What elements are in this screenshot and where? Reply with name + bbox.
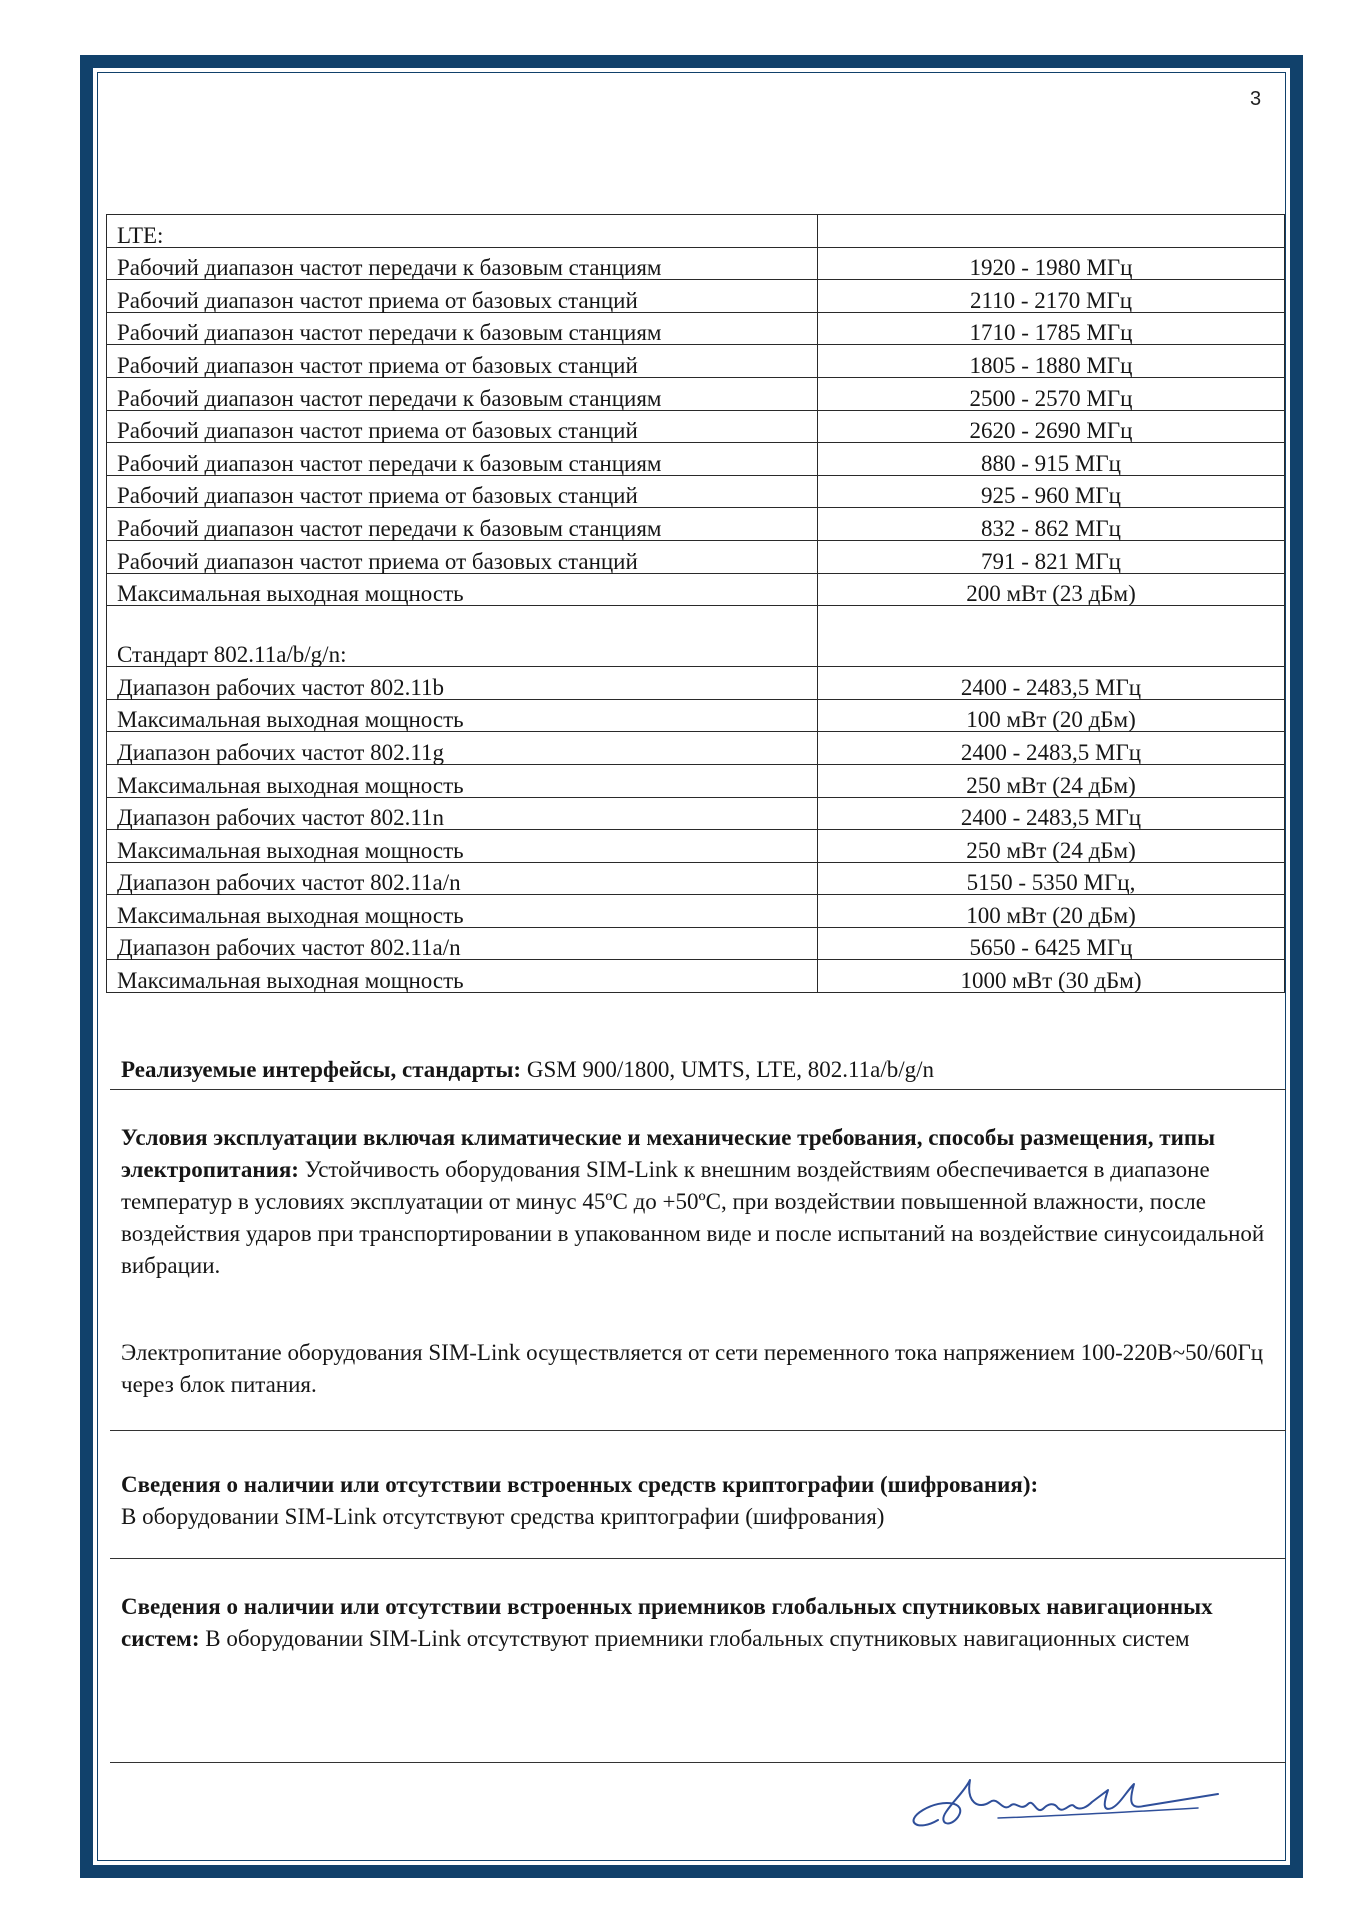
parameter-cell: Рабочий диапазон частот передачи к базовым станциям <box>107 443 818 476</box>
value-cell: 1000 мВт (30 дБм) <box>818 960 1285 993</box>
parameter-cell: Максимальная выходная мощность <box>107 895 818 928</box>
table-row <box>107 215 1285 248</box>
table-row <box>107 606 1285 667</box>
parameter-cell: Рабочий диапазон частот передачи к базовым станциям <box>107 508 818 541</box>
table-row <box>107 312 1285 345</box>
parameter-cell: Диапазон рабочих частот 802.11a/n <box>107 862 818 895</box>
handwritten-signature <box>898 1772 1228 1842</box>
parameter-cell: Диапазон рабочих частот 802.11g <box>107 732 818 765</box>
parameter-cell: Диапазон рабочих частот 802.11b <box>107 667 818 700</box>
value-cell: 100 мВт (20 дБм) <box>818 895 1285 928</box>
table-row <box>107 443 1285 476</box>
value-cell: 2400 - 2483,5 МГц <box>818 797 1285 830</box>
table-row <box>107 862 1285 895</box>
table-row <box>107 280 1285 313</box>
value-cell: 1920 - 1980 МГц <box>818 247 1285 280</box>
value-cell: 2400 - 2483,5 МГц <box>818 732 1285 765</box>
parameter-cell: Рабочий диапазон частот передачи к базовым станциям <box>107 377 818 410</box>
value-cell: 2110 - 2170 МГц <box>818 280 1285 313</box>
table-row <box>107 960 1285 993</box>
crypto-section <box>121 1469 1271 1533</box>
value-cell: 100 мВт (20 дБм) <box>818 699 1285 732</box>
value-cell: 925 - 960 МГц <box>818 475 1285 508</box>
parameter-cell: Рабочий диапазон частот приема от базовых станций <box>107 540 818 573</box>
parameter-cell: Максимальная выходная мощность <box>107 960 818 993</box>
value-cell: 880 - 915 МГц <box>818 443 1285 476</box>
conditions-text: Устойчивость оборудования SIM-Link к внешним воздействиям обеспечивается в диапазоне температур в условиях эксплуатации от минус 45ºС до +50ºС, при воздействии повышенной влажности, после воздействия ударов при транспортировании в упакованном виде и после испытаний на воздействие синусоидальной вибрации. <box>121 1157 1265 1278</box>
gnss-text: В оборудовании SIM-Link отсутствуют приемники глобальных спутниковых навигационных систем <box>199 1626 1190 1651</box>
table-row <box>107 540 1285 573</box>
table-row <box>107 732 1285 765</box>
table-row <box>107 475 1285 508</box>
parameter-cell: Рабочий диапазон частот приема от базовых станций <box>107 475 818 508</box>
divider <box>110 1430 1286 1431</box>
value-cell: 5150 - 5350 МГц, <box>818 862 1285 895</box>
table-row <box>107 895 1285 928</box>
value-cell: 1710 - 1785 МГц <box>818 312 1285 345</box>
parameter-cell: Рабочий диапазон частот передачи к базовым станциям <box>107 247 818 280</box>
gnss-label: Сведения о наличии или отсутствии встроенных приемников глобальных спутниковых навигационных систем: <box>121 1594 1213 1651</box>
parameter-cell: Диапазон рабочих частот 802.11n <box>107 797 818 830</box>
parameter-cell: Стандарт 802.11a/b/g/n: <box>107 606 818 667</box>
power-supply-text: Электропитание оборудования SIM-Link осуществляется от сети переменного тока напряжением 100-220В~50/60Гц через блок питания. <box>121 1340 1264 1397</box>
value-cell: 2500 - 2570 МГц <box>818 377 1285 410</box>
spec-table <box>106 214 1285 993</box>
parameter-cell: Рабочий диапазон частот приема от базовых станций <box>107 280 818 313</box>
value-cell: 2620 - 2690 МГц <box>818 410 1285 443</box>
value-cell: 5650 - 6425 МГц <box>818 927 1285 960</box>
parameter-cell: Максимальная выходная мощность <box>107 573 818 606</box>
page-number: 3 <box>1250 88 1262 110</box>
interfaces-section <box>121 1054 1271 1086</box>
conditions-label: Условия эксплуатации включая климатические и механические требования, способы размещения, типы электропитания: <box>121 1125 1216 1182</box>
table-row <box>107 667 1285 700</box>
parameter-cell: Рабочий диапазон частот приема от базовых станций <box>107 410 818 443</box>
crypto-text: В оборудовании SIM-Link отсутствуют средства криптографии (шифрования) <box>121 1504 885 1529</box>
table-row <box>107 377 1285 410</box>
parameter-cell: Максимальная выходная мощность <box>107 764 818 797</box>
table-row <box>107 830 1285 863</box>
parameter-cell: Рабочий диапазон частот передачи к базовым станциям <box>107 312 818 345</box>
value-cell: 250 мВт (24 дБм) <box>818 830 1285 863</box>
parameter-cell: Максимальная выходная мощность <box>107 830 818 863</box>
table-row <box>107 508 1285 541</box>
value-cell <box>818 215 1285 248</box>
value-cell: 791 - 821 МГц <box>818 540 1285 573</box>
interfaces-label: Реализуемые интерфейсы, стандарты: <box>121 1057 522 1082</box>
value-cell <box>818 606 1285 667</box>
table-row <box>107 764 1285 797</box>
value-cell: 200 мВт (23 дБм) <box>818 573 1285 606</box>
value-cell: 2400 - 2483,5 МГц <box>818 667 1285 700</box>
divider <box>110 1762 1286 1763</box>
parameter-cell: Максимальная выходная мощность <box>107 699 818 732</box>
table-row <box>107 410 1285 443</box>
interfaces-text: GSM 900/1800, UMTS, LTE, 802.11a/b/g/n <box>521 1057 935 1082</box>
divider <box>110 1558 1286 1559</box>
table-row <box>107 573 1285 606</box>
table-row <box>107 345 1285 378</box>
divider <box>110 1089 1286 1090</box>
crypto-label: Сведения о наличии или отсутствии встроенных средств криптографии (шифрования): <box>121 1472 1039 1497</box>
value-cell: 1805 - 1880 МГц <box>818 345 1285 378</box>
table-row <box>107 247 1285 280</box>
parameter-cell: Диапазон рабочих частот 802.11a/n <box>107 927 818 960</box>
parameter-cell: Рабочий диапазон частот приема от базовых станций <box>107 345 818 378</box>
table-row <box>107 797 1285 830</box>
conditions-section <box>121 1122 1271 1282</box>
table-row <box>107 927 1285 960</box>
gnss-section <box>121 1591 1271 1655</box>
value-cell: 832 - 862 МГц <box>818 508 1285 541</box>
table-row <box>107 699 1285 732</box>
value-cell: 250 мВт (24 дБм) <box>818 764 1285 797</box>
parameter-cell: LTE: <box>107 215 818 248</box>
